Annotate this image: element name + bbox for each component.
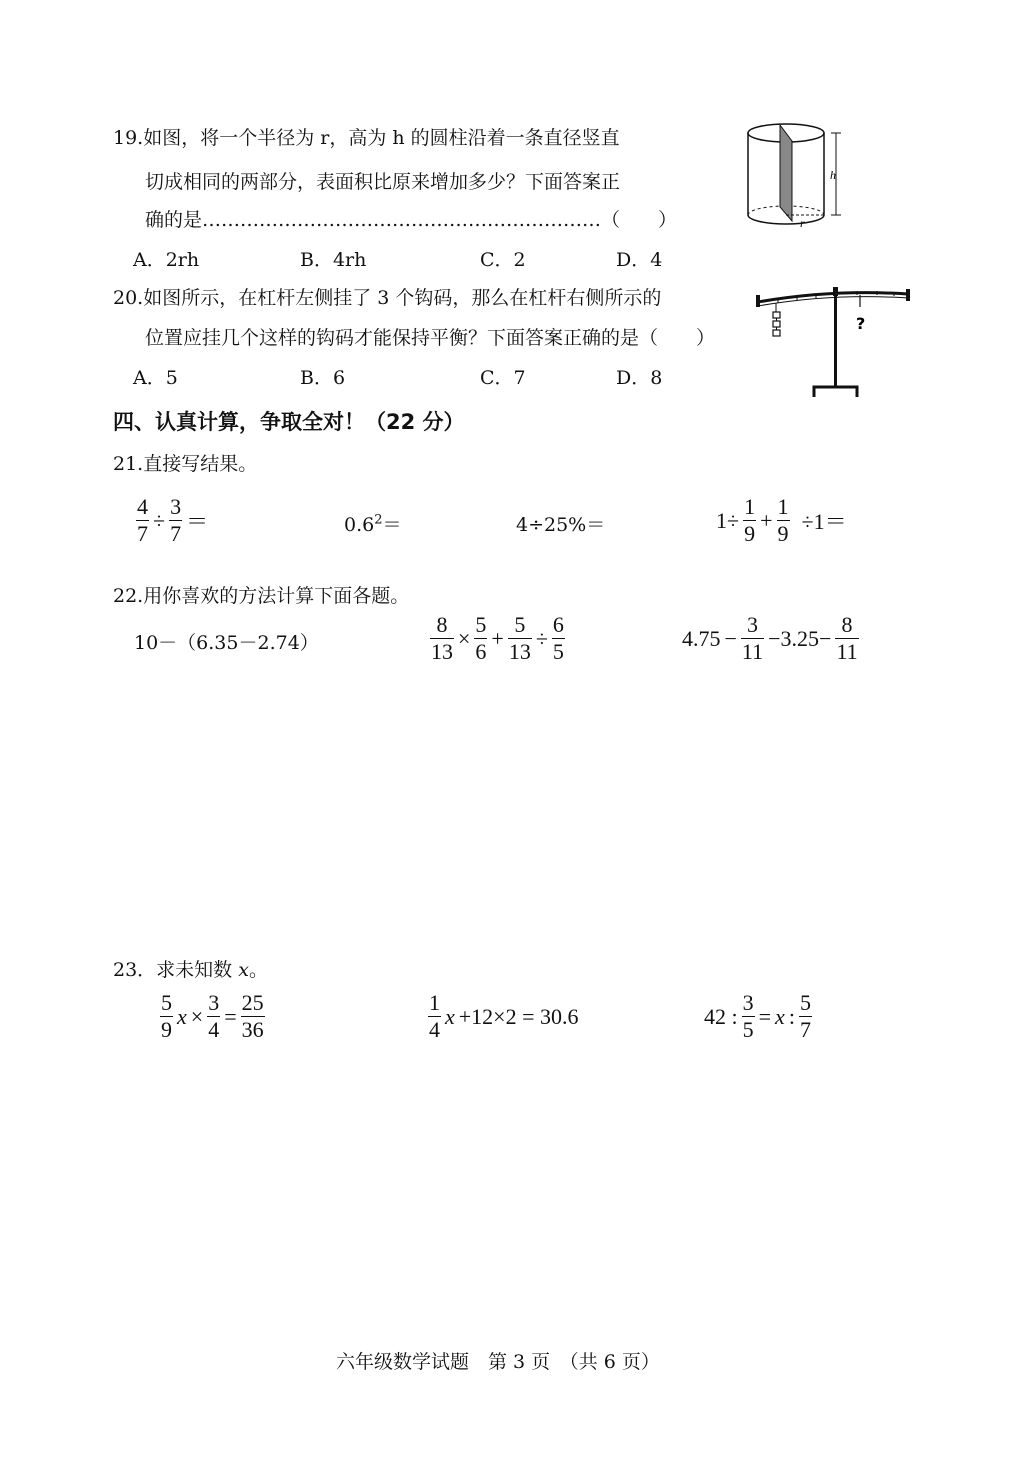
lever-figure	[752, 283, 917, 405]
q21-expr3: 4÷25%＝	[516, 514, 606, 536]
term: 4.75	[682, 625, 721, 651]
denominator: 13	[431, 639, 453, 664]
operator: ÷	[535, 625, 548, 651]
denominator: 5	[552, 639, 564, 664]
numerator: 3	[741, 612, 764, 639]
denominator: 7	[170, 521, 182, 546]
fraction	[835, 612, 858, 665]
denominator: 9	[161, 1017, 172, 1042]
fraction	[160, 990, 173, 1043]
numerator: 3	[208, 990, 220, 1015]
fraction	[169, 494, 182, 547]
prefix: 1÷	[716, 507, 740, 533]
fraction	[552, 612, 565, 665]
numerator: 8	[835, 612, 858, 639]
numerator: 6	[552, 612, 564, 637]
variable: x	[775, 1003, 785, 1029]
fraction	[741, 612, 764, 665]
denominator: 7	[799, 1017, 811, 1042]
fraction	[207, 990, 220, 1043]
cylinder-figure	[740, 115, 850, 235]
q21-title: 21.直接写结果。	[113, 453, 258, 475]
fraction	[428, 990, 441, 1043]
q22-expr3	[680, 612, 861, 665]
page-footer: 六年级数学试题 第 3 页 （共 6 页）	[336, 1351, 660, 1373]
numerator: 3	[170, 494, 182, 519]
cylinder-h-label: h	[830, 168, 836, 182]
numerator: 5	[161, 990, 172, 1015]
q21-expr2	[344, 510, 402, 537]
q23-expr3	[702, 990, 814, 1043]
q19-line1: 19.如图，将一个半径为 r，高为 h 的圆柱沿着一条直径竖直	[113, 127, 620, 149]
q20-option-d: D．8	[616, 367, 663, 389]
cylinder-r-label: r	[800, 216, 805, 230]
q21-expr1	[134, 494, 210, 547]
q23-title	[113, 958, 268, 982]
denominator: 13	[508, 639, 531, 664]
numerator: 1	[777, 494, 789, 519]
operator: ×	[458, 625, 471, 651]
variable: x	[445, 1003, 455, 1029]
q19-option-d: D．4	[616, 249, 663, 271]
fraction	[241, 990, 265, 1043]
base: 0.6	[344, 514, 375, 536]
denominator: 11	[836, 639, 858, 664]
fraction	[474, 612, 487, 665]
q23-expr1	[158, 990, 267, 1043]
operator: −	[724, 625, 737, 651]
lever-question-mark: ?	[856, 314, 866, 333]
numerator: 5	[799, 990, 811, 1015]
numerator: 5	[508, 612, 532, 639]
numerator: 1	[429, 990, 440, 1015]
numerator: 8	[430, 612, 454, 639]
fraction	[743, 494, 756, 547]
ratio-colon: :	[788, 1003, 795, 1029]
operator: +	[491, 625, 504, 651]
fraction	[799, 990, 812, 1043]
denominator: 9	[744, 521, 756, 546]
q20-line1: 20.如图所示，在杠杆左侧挂了 3 个钩码，那么在杠杆右侧所示的	[113, 287, 662, 309]
denominator: 5	[742, 1017, 754, 1042]
denominator: 6	[475, 639, 487, 664]
fraction	[136, 494, 149, 547]
q21-expr4	[714, 494, 849, 547]
term: −3.25−	[768, 625, 832, 651]
q23-expr2	[426, 990, 581, 1043]
operator: ÷	[153, 507, 166, 533]
denominator: 11	[741, 639, 764, 664]
equals-sign: ＝	[382, 514, 402, 536]
fraction	[430, 612, 454, 665]
suffix: ÷1＝	[801, 509, 847, 534]
numerator: 5	[475, 612, 487, 637]
equals-sign: =	[224, 1003, 237, 1029]
q19-line2: 切成相同的两部分，表面积比原来增加多少？下面答案正	[145, 171, 621, 193]
numerator: 4	[137, 494, 148, 519]
operator: +	[760, 507, 773, 533]
q22-expr1: 10－（6.35－2.74）	[134, 632, 319, 654]
exponent: 2	[374, 512, 383, 528]
fraction	[508, 612, 532, 665]
denominator: 9	[777, 521, 789, 546]
q20-option-c: C．7	[480, 367, 526, 389]
q23-title-end: 。	[248, 959, 268, 981]
expression-rest: +12×2 = 30.6	[458, 1003, 579, 1029]
operator: ×	[190, 1003, 204, 1029]
term: 42 :	[704, 1003, 738, 1029]
numerator: 1	[744, 494, 756, 519]
denominator: 4	[208, 1017, 220, 1042]
denominator: 4	[429, 1017, 440, 1042]
q20-line2: 位置应挂几个这样的钩码才能保持平衡？下面答案正确的是（ ）	[145, 327, 716, 349]
numerator: 3	[742, 990, 754, 1015]
q19-option-b: B．4rh	[300, 249, 367, 271]
section-title: 四、认真计算，争取全对！（22 分）	[113, 410, 465, 434]
numerator: 25	[241, 990, 264, 1015]
fraction	[777, 494, 790, 547]
variable: x	[177, 1003, 187, 1029]
q19-line3: 确的是………………………………………………………（ ）	[145, 209, 678, 231]
q20-option-a: A．5	[133, 367, 178, 389]
denominator: 36	[241, 1017, 264, 1042]
q20-option-b: B．6	[300, 367, 346, 389]
q19-option-c: C．2	[480, 249, 526, 271]
q23-title-text: 23．求未知数	[113, 959, 239, 981]
q23-title-var: x	[238, 959, 249, 981]
denominator: 7	[137, 521, 148, 546]
fraction	[742, 990, 755, 1043]
q22-expr2	[428, 612, 567, 665]
equals-sign: =	[758, 1003, 772, 1029]
q22-title: 22.用你喜欢的方法计算下面各题。	[113, 585, 410, 607]
q19-option-a: A．2rh	[133, 249, 200, 271]
equals-sign: ＝	[186, 509, 209, 534]
